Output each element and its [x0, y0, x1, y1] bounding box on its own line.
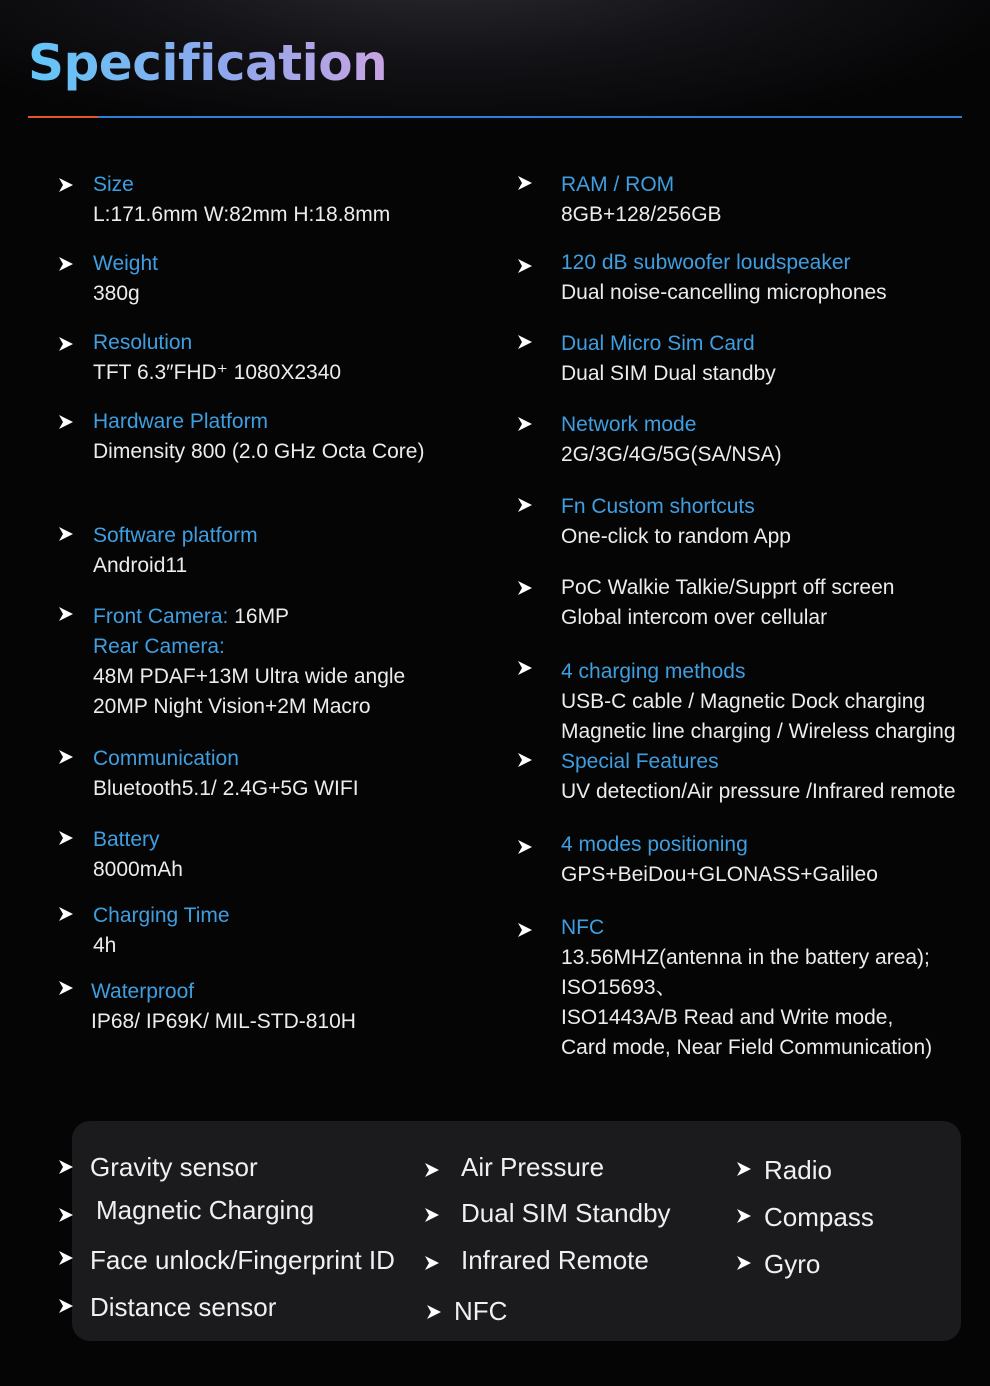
spec-value: 4h [93, 934, 117, 957]
arrowhead-bullet-icon [518, 335, 532, 349]
arrowhead-bullet-icon [425, 1208, 439, 1222]
arrowhead-bullet-icon [59, 527, 73, 541]
feature-label: Distance sensor [90, 1292, 277, 1322]
spec-value: 16MP [228, 605, 290, 628]
spec-label: RAM / ROM [561, 173, 675, 196]
spec-label: Fn Custom shortcuts [561, 495, 755, 518]
spec-label: 120 dB subwoofer loudspeaker [561, 251, 851, 274]
spec-value: TFT 6.3″FHD⁺ 1080X2340 [93, 361, 342, 384]
arrowhead-bullet-icon [518, 581, 532, 595]
feature-label: Infrared Remote [461, 1245, 649, 1275]
spec-value: Android11 [93, 554, 188, 577]
spec-label: Software platform [93, 524, 258, 547]
arrowhead-bullet-icon [59, 1299, 73, 1313]
feature-label: Compass [764, 1202, 874, 1232]
arrowhead-bullet-icon [59, 1160, 73, 1174]
arrowhead-bullet-icon [518, 661, 532, 675]
spec-label: Communication [93, 747, 239, 770]
arrowhead-bullet-icon [737, 1256, 751, 1270]
spec-value: Magnetic line charging / Wireless charging [561, 720, 956, 743]
spec-label-rear-camera: Rear Camera: [93, 635, 225, 658]
spec-label: Resolution [93, 331, 193, 354]
spec-value: 48M PDAF+13M Ultra wide angle [93, 665, 406, 688]
spec-value: USB-C cable / Magnetic Dock charging [561, 690, 926, 713]
spec-value: Dimensity 800 (2.0 GHz Octa Core) [93, 440, 425, 463]
spec-value: GPS+BeiDou+GLONASS+Galileo [561, 863, 878, 886]
title-divider-accent [28, 116, 98, 118]
arrowhead-bullet-icon [737, 1162, 751, 1176]
spec-label: Weight [93, 252, 158, 275]
arrowhead-bullet-icon [59, 831, 73, 845]
spec-label: Front Camera: [93, 605, 229, 628]
spec-label: Special Features [561, 750, 719, 773]
arrowhead-bullet-icon [427, 1305, 441, 1319]
arrowhead-bullet-icon [59, 907, 73, 921]
feature-label: Face unlock/Fingerprint ID [90, 1245, 395, 1275]
arrowhead-bullet-icon [518, 923, 532, 937]
spec-label: Network mode [561, 413, 697, 436]
arrowhead-bullet-icon [518, 176, 532, 190]
spec-value: 8000mAh [93, 858, 183, 881]
arrowhead-bullet-icon [737, 1209, 751, 1223]
spec-value: UV detection/Air pressure /Infrared remote [561, 780, 956, 803]
feature-label: Radio [764, 1155, 832, 1185]
arrowhead-bullet-icon [518, 498, 532, 512]
title-divider [98, 116, 962, 118]
spec-label: NFC [561, 916, 605, 939]
spec-value: 8GB+128/256GB [561, 203, 722, 226]
arrowhead-bullet-icon [59, 750, 73, 764]
arrowhead-bullet-icon [59, 178, 73, 192]
spec-label: 4 charging methods [561, 660, 746, 683]
spec-value: ISO15693、 [561, 976, 677, 999]
spec-value: L:171.6mm W:82mm H:18.8mm [93, 203, 391, 226]
spec-value: Global intercom over cellular [561, 606, 828, 629]
arrowhead-bullet-icon [425, 1256, 439, 1270]
spec-value: 13.56MHZ(antenna in the battery area); [561, 946, 930, 969]
arrowhead-bullet-icon [518, 840, 532, 854]
spec-value: Card mode, Near Field Communication) [561, 1036, 933, 1059]
feature-label: NFC [454, 1296, 508, 1326]
arrowhead-bullet-icon [518, 259, 532, 273]
spec-value: Bluetooth5.1/ 2.4G+5G WIFI [93, 777, 359, 800]
arrowhead-bullet-icon [59, 1251, 73, 1265]
arrowhead-bullet-icon [59, 415, 73, 429]
spec-label: 4 modes positioning [561, 833, 748, 856]
spec-label: Hardware Platform [93, 410, 269, 433]
arrowhead-bullet-icon [59, 607, 73, 621]
spec-value: PoC Walkie Talkie/Supprt off screen [561, 576, 895, 599]
arrowhead-bullet-icon [518, 417, 532, 431]
feature-label: Gyro [764, 1249, 821, 1279]
spec-value: One-click to random App [561, 525, 791, 548]
spec-label: Battery [93, 828, 160, 851]
arrowhead-bullet-icon [59, 257, 73, 271]
spec-label: Waterproof [91, 980, 195, 1003]
spec-value: 2G/3G/4G/5G(SA/NSA) [561, 443, 782, 466]
spec-value: Dual SIM Dual standby [561, 362, 776, 385]
spec-value: ISO1443A/B Read and Write mode, [561, 1006, 894, 1029]
arrowhead-bullet-icon [59, 337, 73, 351]
arrowhead-bullet-icon [425, 1163, 439, 1177]
spec-value: 20MP Night Vision+2M Macro [93, 695, 371, 718]
spec-label: Size [93, 173, 134, 196]
feature-label: Magnetic Charging [96, 1195, 315, 1225]
feature-label: Gravity sensor [90, 1152, 258, 1182]
spec-value: 380g [93, 282, 140, 305]
spec-value: IP68/ IP69K/ MIL-STD-810H [91, 1010, 356, 1033]
arrowhead-bullet-icon [518, 753, 532, 767]
feature-label: Air Pressure [461, 1152, 605, 1182]
page-title: Specification [28, 34, 388, 92]
arrowhead-bullet-icon [59, 981, 73, 995]
spec-label: Dual Micro Sim Card [561, 332, 755, 355]
spec-value: Dual noise-cancelling microphones [561, 281, 887, 304]
arrowhead-bullet-icon [59, 1208, 73, 1222]
spec-label: Charging Time [93, 904, 230, 927]
feature-label: Dual SIM Standby [461, 1198, 671, 1228]
